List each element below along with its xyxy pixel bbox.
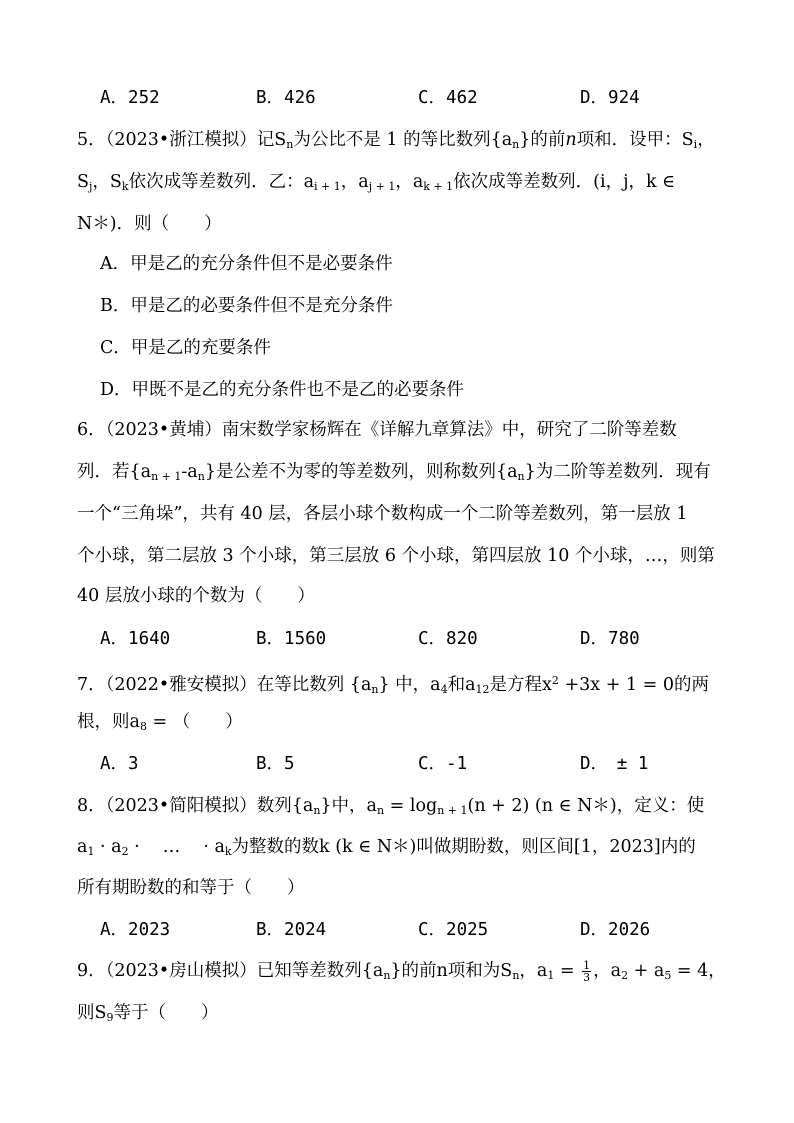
q7-option-a: A．3 [100, 754, 139, 774]
q5-option-b: B．甲是乙的必要条件但不是充分条件 [100, 296, 393, 316]
q4-option-d: D．924 [580, 88, 640, 108]
q8-line-1: 8．（2023•简阳模拟）数列$\{a_n\}$中，$a_n = \log_{n + 1}(n + 2)$ (n ∈ N＊)，定义：使 [77, 796, 705, 817]
q5-line-2: $S_j$，$S_k$依次成等差数列．乙：$a_{i + 1}$，$a_{j + 1}$，$a_{k + 1}$依次成等差数列．(i，j，k ∈ [77, 172, 676, 193]
q9-fraction [582, 960, 591, 983]
q6-line-3: 一个“三角垛”，共有 40 层，各层小球个数构成一个二阶等差数列，第一层放 1 [77, 504, 688, 524]
q5-text: ， [697, 130, 715, 150]
q5-text: 5．（2023•浙江模拟）记S [77, 130, 287, 150]
q6-option-c: C．820 [418, 629, 478, 649]
q6-line-4: 个小球，第二层放 3 个小球，第三层放 6 个小球，第四层放 10 个小球，…，则第 [77, 546, 715, 566]
q8-line-2: $a_1 \cdot a_2$ · … · $a_k$为整数的数k (k ∈ N＊)叫做期盼数，则区间[1，2023]内的 [77, 837, 696, 858]
q6-option-b: B．1560 [256, 629, 327, 649]
q4-option-b: B．426 [256, 88, 316, 108]
q6-option-a: A．1640 [100, 629, 171, 649]
q7-line-2: 根，则$a_8$ = （ ） [77, 712, 243, 733]
q6-option-d: D．780 [580, 629, 640, 649]
q5-text: 项和．设甲：S [576, 130, 694, 150]
q5-option-c: C．甲是乙的充要条件 [100, 338, 271, 358]
q5-option-d: D．甲既不是乙的充分条件也不是乙的必要条件 [100, 380, 465, 400]
q9-text: 9．（2023•房山模拟）已知等差数列$\{a_n\}$的前n项和为$S_n$，$a_1$ = [77, 961, 581, 982]
q7-option-c: C．-1 [418, 754, 468, 774]
q8-line-3: 所有期盼数的和等于（ ） [77, 878, 305, 898]
q4-option-a: A．252 [100, 88, 160, 108]
q6-line-5: 40 层放小球的个数为（ ） [77, 586, 315, 606]
q6-line-2: 列．若$\{a_{n + 1}-a_n\}$是公差不为零的等差数列，则称数列$\{a_n\}$为二阶等差数列．现有 [77, 462, 711, 483]
q5-line-3: N＊)．则（ ） [77, 214, 222, 234]
q5-sub: n [286, 138, 294, 151]
q5-text: 为公比不是 1 的等比数列{a [293, 130, 513, 150]
q4-option-c: C．462 [418, 88, 478, 108]
q8-option-a: A．2023 [100, 920, 171, 940]
q5-sub: n [512, 138, 520, 151]
q5-italic-n: n [565, 130, 577, 150]
q5-sub: i [693, 138, 698, 151]
q6-line-1: 6．（2023•黄埔）南宋数学家杨辉在《详解九章算法》中，研究了二阶等差数 [77, 420, 677, 440]
q9-line-1 [77, 960, 726, 987]
q9-line-2: 则$S_9$等于（ ） [77, 1003, 219, 1024]
q7-line-1: 7．（2022•雅安模拟）在等比数列 $\{a_n\}$ 中，$a_4$和$a_{12}$是方程$x^2 +3x + 1 = 0$的两 [77, 674, 709, 696]
q5-text: }的前 [519, 130, 566, 150]
q7-option-b: B．5 [256, 754, 295, 774]
q8-option-b: B．2024 [256, 920, 327, 940]
q5-option-a: A．甲是乙的充分条件但不是必要条件 [100, 254, 393, 274]
q8-option-d: D．2026 [580, 920, 651, 940]
q7-option-d: D． ± 1 [580, 754, 649, 774]
q9-frac-den: 3 [583, 971, 591, 984]
q8-option-c: C．2025 [418, 920, 489, 940]
q5-line-1 [77, 129, 715, 156]
q9-frac-num: 1 [583, 959, 591, 972]
q9-text: ，$a_2 + a_5 = 4$， [593, 961, 726, 982]
